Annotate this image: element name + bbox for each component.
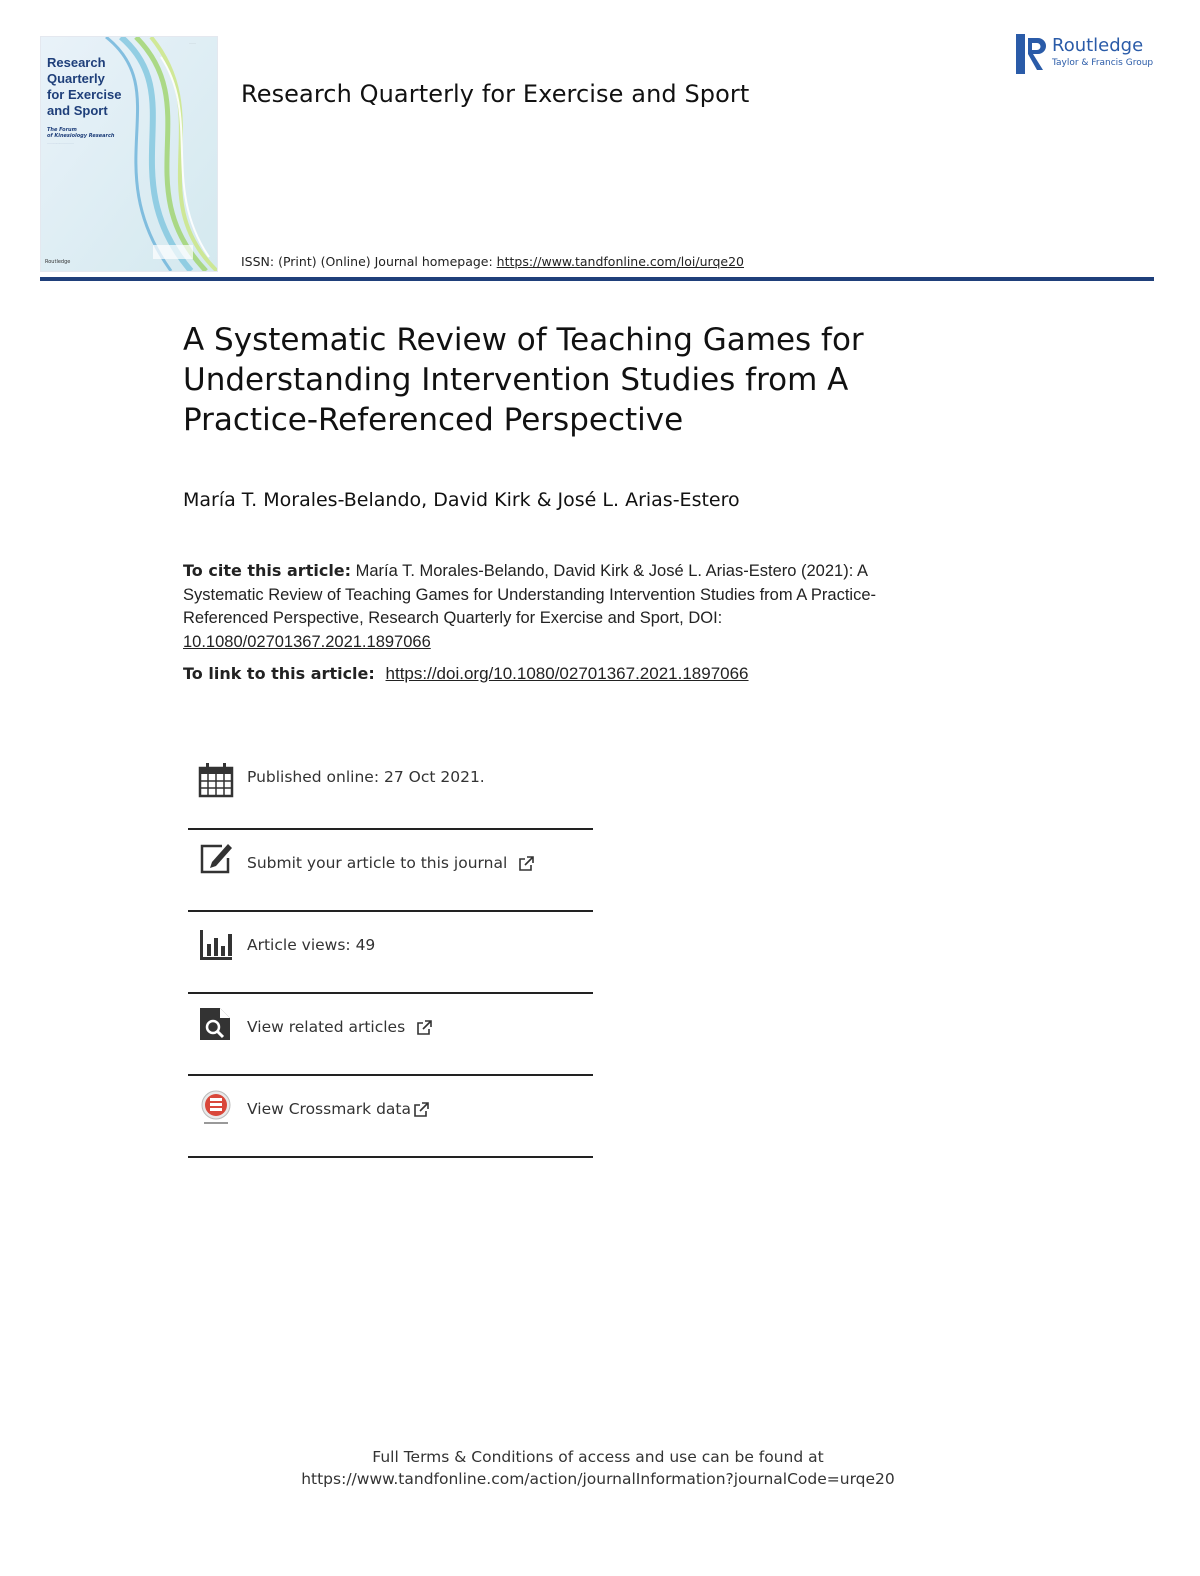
- article-title: A Systematic Review of Teaching Games for Understanding Intervention Studies from A Practice-Referenced Perspective: [183, 322, 864, 438]
- header-rule: [40, 277, 1154, 281]
- views-row: [188, 912, 593, 994]
- cover-title: Research Quarterly for Exercise and Sport: [47, 55, 122, 118]
- article-views-text: Article views: 49: [247, 936, 376, 954]
- article-link-line: [183, 664, 749, 684]
- related-articles-text: View related articles: [247, 1018, 406, 1036]
- edit-icon: [198, 840, 234, 876]
- crossmark-icon: [198, 1090, 234, 1126]
- footer-terms-url[interactable]: https://www.tandfonline.com/action/journalInformation?journalCode=urqe20: [301, 1470, 895, 1488]
- cover-publisher: Routledge: [45, 259, 71, 265]
- citation-text: María T. Morales-Belando, David Kirk & José L. Arias-Estero (2021): A Systematic Review of Teaching Games for Understanding Intervention Studies from A Practice-Referenced Perspective, Research Quarterly for Exercise and Sport, DOI:: [183, 562, 877, 627]
- publisher-logo: [1016, 34, 1166, 78]
- external-link-icon: [413, 1102, 429, 1118]
- publisher-name: Routledge: [1052, 35, 1144, 56]
- published-row: [188, 742, 593, 830]
- footer: [0, 1446, 1196, 1490]
- related-articles-link[interactable]: [247, 1018, 432, 1036]
- journal-cover: [40, 36, 218, 272]
- article-authors: María T. Morales-Belando, David Kirk & José L. Arias-Estero: [183, 489, 740, 511]
- submit-row[interactable]: [188, 830, 593, 912]
- external-link-icon: [416, 1020, 432, 1036]
- cover-issn-note: ·······: [189, 41, 196, 45]
- citation-block: [183, 559, 943, 654]
- external-link-icon: [518, 856, 534, 872]
- related-row[interactable]: [188, 994, 593, 1076]
- issn-prefix: ISSN: (Print) (Online) Journal homepage:: [241, 254, 497, 269]
- issn-line: [241, 254, 744, 269]
- article-meta-list: [188, 742, 593, 1158]
- calendar-icon: [198, 762, 234, 798]
- crossmark-link[interactable]: [247, 1100, 429, 1118]
- cover-volume-line: ····························: [47, 141, 74, 145]
- citation-doi-link[interactable]: 10.1080/02701367.2021.1897066: [183, 632, 431, 651]
- citation-label: To cite this article:: [183, 561, 352, 580]
- crossmark-row[interactable]: [188, 1076, 593, 1158]
- document-search-icon: [198, 1006, 234, 1042]
- footer-terms-text: Full Terms & Conditions of access and use can be found at: [372, 1448, 824, 1466]
- article-doi-link[interactable]: https://doi.org/10.1080/02701367.2021.1897066: [385, 664, 749, 683]
- link-label: To link to this article:: [183, 664, 375, 683]
- publisher-group: Taylor & Francis Group: [1052, 58, 1154, 68]
- published-text: Published online: 27 Oct 2021.: [247, 768, 485, 786]
- bar-chart-icon: [198, 926, 234, 962]
- cover-subtitle: The Forum of Kinesiology Research: [47, 127, 115, 139]
- journal-homepage-link[interactable]: https://www.tandfonline.com/loi/urqe20: [496, 254, 744, 269]
- crossmark-text: View Crossmark data: [247, 1100, 411, 1118]
- journal-title: Research Quarterly for Exercise and Sport: [241, 80, 750, 108]
- submit-article-link[interactable]: [247, 854, 534, 872]
- submit-article-text: Submit your article to this journal: [247, 854, 508, 872]
- routledge-logo-icon: [1016, 34, 1048, 74]
